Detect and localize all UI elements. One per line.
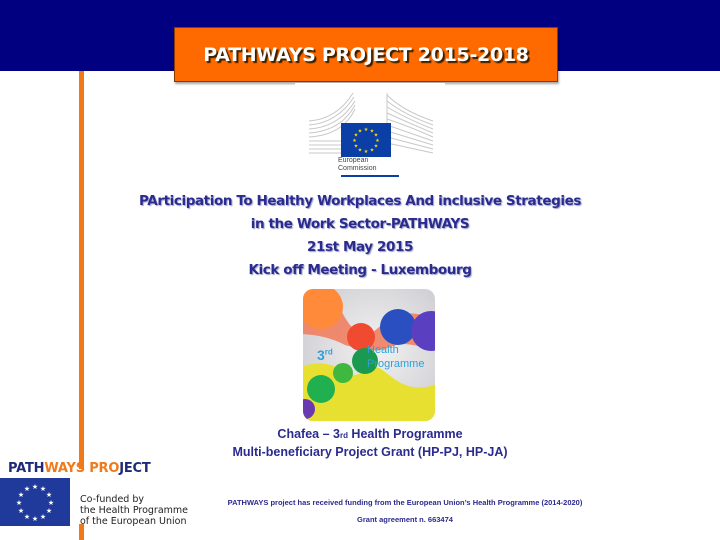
svg-text:★: ★ [369,128,375,135]
logo-part-ways-pro: WAYS PRO [44,461,120,476]
hp-ordinal-number: 3 [317,347,325,363]
project-full-name: PArticipation To Healthy Workplaces And inclusive Strategies [139,193,581,209]
svg-text:★: ★ [45,492,53,499]
grant-agreement: Grant agreement n. 663474 [357,515,453,524]
eu-flag-icon [0,478,70,526]
chafea-line1 [200,426,540,444]
ec-label [338,157,377,173]
project-title-block [90,190,630,282]
svg-text:★: ★ [39,486,47,493]
chafea-prefix: Chafea – 3 [277,427,340,441]
svg-text:★: ★ [23,514,31,521]
meeting-date: 21st May 2015 [307,239,413,255]
eu-flag-icon [341,123,391,157]
svg-text:★: ★ [23,486,31,493]
hp-ordinal [317,347,333,363]
svg-text:★: ★ [17,508,25,515]
project-full-name-cont: in the Work Sector-PATHWAYS [250,216,470,232]
svg-text:★: ★ [375,138,380,144]
svg-text:★: ★ [31,516,39,523]
svg-text:★: ★ [47,500,55,507]
accent-rule [79,71,84,469]
grant-type: Multi-beneficiary Project Grant (HP-PJ, HP-JA) [232,445,508,459]
funding-note [180,494,630,528]
hp-label-line1: Health [367,344,399,356]
cofunded-notice [80,494,188,527]
svg-text:★: ★ [39,514,47,521]
ec-label-line1: European [338,157,369,164]
cofunded-line2: the Health Programme [80,505,189,516]
svg-text:★: ★ [373,132,379,139]
logo-part-ject: JECT [119,461,151,476]
svg-text:★: ★ [17,492,25,499]
svg-text:★: ★ [15,500,23,507]
svg-text:★: ★ [31,484,39,491]
ec-label-line2: Commission [338,165,377,172]
hp-ordinal-suffix: rd [324,347,333,357]
svg-text:★: ★ [363,127,369,133]
hp-label-line2: Programme [367,358,425,370]
european-commission-logo [295,83,445,187]
title-banner [174,27,558,82]
svg-text:★: ★ [357,128,363,135]
chafea-block [200,426,540,461]
pathways-project-logo [8,461,151,476]
svg-text:★: ★ [363,149,369,155]
cofunded-line3: of the European Union [80,516,187,527]
svg-text:★: ★ [353,143,359,150]
chafea-rest: Health Programme [347,427,463,441]
svg-text:★: ★ [353,132,359,139]
ec-underline [341,175,399,177]
chafea-ordinal: rd [339,431,348,440]
page-title: PATHWAYS PROJECT 2015-2018 [203,43,529,66]
funding-statement: PATHWAYS project has received funding from the European Union’s Health Programme (2014-2020) [227,498,583,507]
svg-text:★: ★ [45,508,53,515]
health-programme-logo [303,289,435,421]
svg-text:★: ★ [352,138,357,144]
meeting-name: Kick off Meeting - Luxembourg [248,262,472,278]
hp-label [367,343,424,371]
svg-text:★: ★ [357,147,363,154]
svg-text:★: ★ [373,143,379,150]
cofunded-line1: Co-funded by [80,494,145,505]
svg-text:★: ★ [369,147,375,154]
logo-part-path: PATH [8,461,45,476]
